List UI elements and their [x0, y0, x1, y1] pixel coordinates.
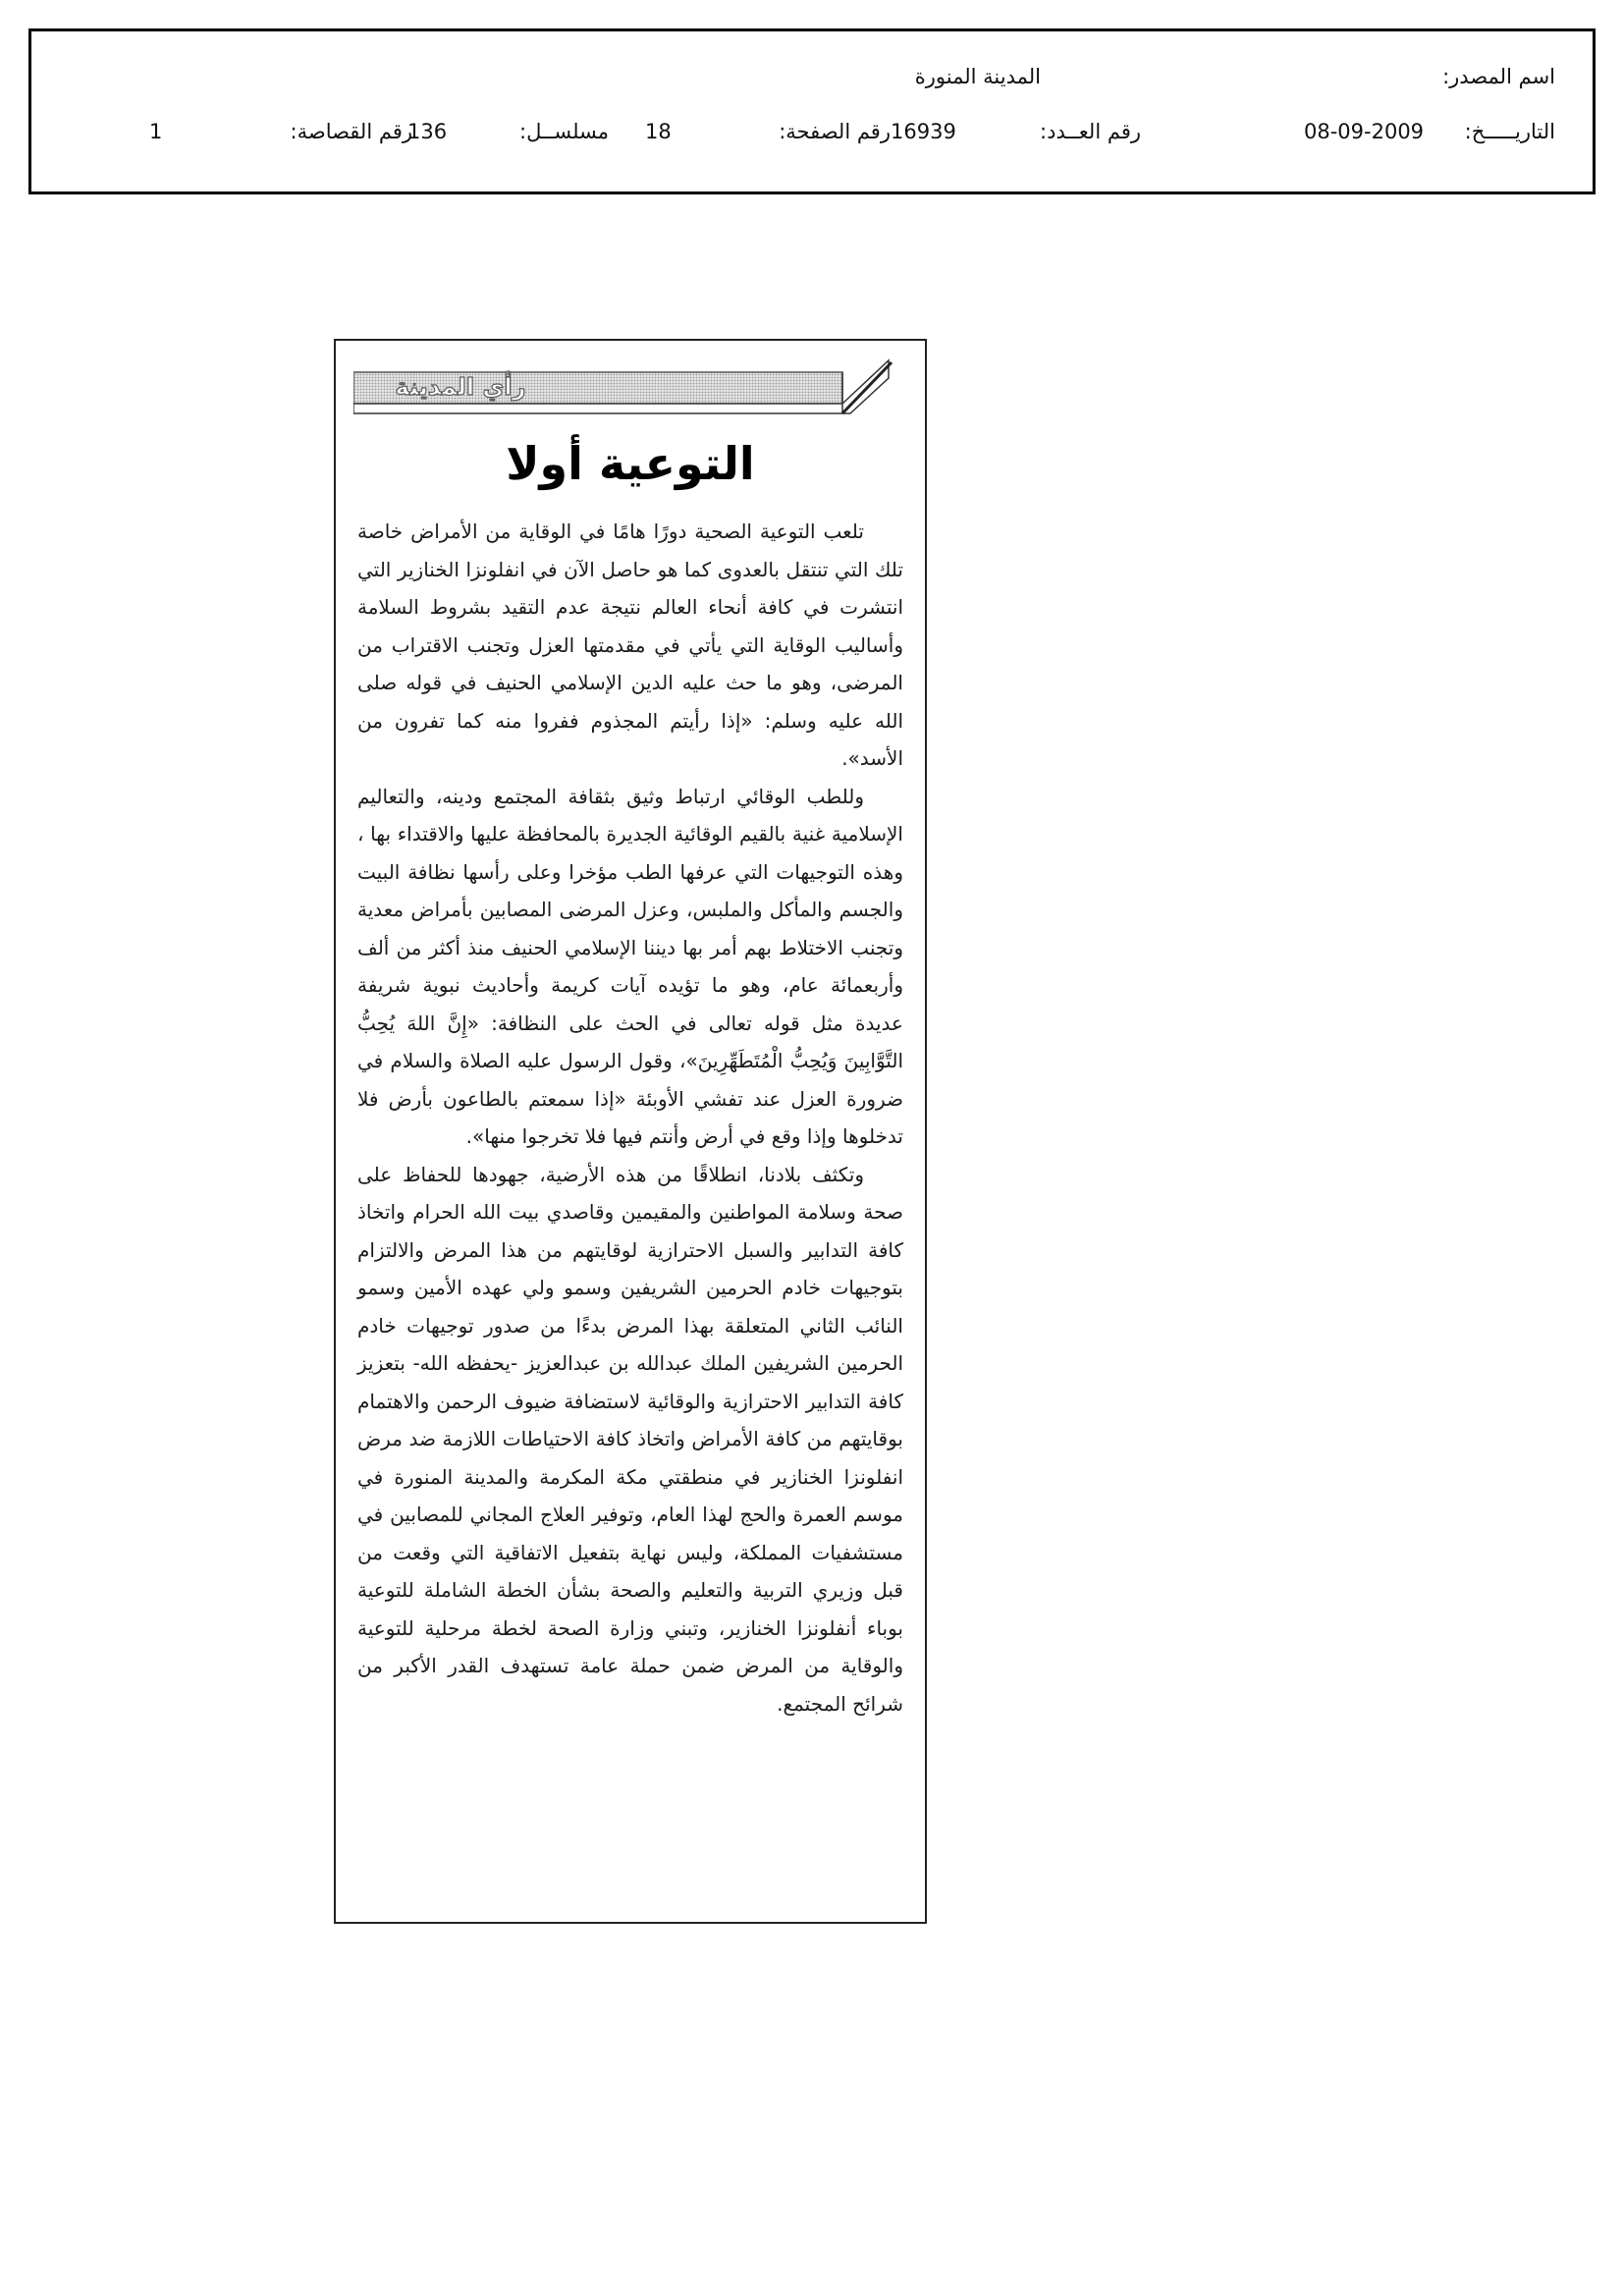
article-headline: التوعية أولا [506, 437, 755, 490]
issue-value: 16939 [891, 120, 956, 143]
column-banner [353, 358, 903, 419]
serial-value: 136 [407, 120, 448, 143]
article-paragraph-3: وتكثف بلادنا، انطلاقًا من هذه الأرضية، جهودها للحفاظ على صحة وسلامة المواطنين والمقيمين وقاصدي بيت الله الحرام واتخاذ كافة التدابير والسبل الاحترازية لوقايتهم من هذا المرض والالتزام بتوجيهات خادم الحرمين الشريفين وسمو ولي عهده الأمين وسمو النائب الثاني المتعلقة بهذا المرض بدءًا من صدور توجيهات خادم الحرمين الشريفين الملك عبدالله بن عبدالعزيز -يحفظه الله- بتعزيز كافة التدابير الاحترازية والوقائية لاستضافة ضيوف الرحمن والاهتمام بوقايتهم من كافة الأمراض واتخاذ كافة الاحتياطات اللازمة ضد مرض انفلونزا الخنازير في منطقتي مكة المكرمة والمدينة المنورة في موسم العمرة والحج لهذا العام، وتوفير العلاج المجاني للمصابين في مستشفيات المملكة، وليس نهاية بتفعيل الاتفاقية التي وقعت من قبل وزيري التربية والتعليم والصحة بشأن الخطة الشاملة للتوعية بوباء أنفلونزا الخنازير، وتبني وزارة الصحة لخطة مرحلية للتوعية والوقاية من المرض ضمن حملة عامة تستهدف القدر الأكبر من شرائح المجتمع. [357, 1162, 903, 1716]
issue-label: رقم العــدد: [1040, 120, 1141, 143]
article-paragraph-1: تلعب التوعية الصحية دورًا هامًا في الوقاية من الأمراض خاصة تلك التي تنتقل بالعدوى كما هو حاصل الآن في انفلونزا الخنازير التي انتشرت في كافة أنحاء العالم نتيجة عدم التقيد بشروط السلامة وأساليب الوقاية التي يأتي في مقدمتها العزل وتجنب الاقتراب من المرضى، وهو ما حث عليه الدين الإسلامي الحنيف في قوله صلى الله عليه وسلم: «إذا رأيتم المجذوم ففروا منه كما تفرون من الأسد». [357, 519, 903, 770]
article-paragraph-2: وللطب الوقائي ارتباط وثيق بثقافة المجتمع ودينه، والتعاليم الإسلامية غنية بالقيم الوقائية الجديرة بالمحافظة عليها والاقتداء بها ، وهذه التوجيهات التي عرفها الطب مؤخرا وعلى رأسها نظافة البيت والجسم والمأكل والملبس، وعزل المرضى المصابين بأمراض معدية وتجنب الاختلاط بهم أمر بها ديننا الإسلامي الحنيف منذ أكثر من ألف وأربعمائة عام، وهو ما تؤيده آيات كريمة وأحاديث نبوية شريفة عديدة مثل قوله تعالى في الحث على النظافة: «إِنَّ اللهَ يُحِبُّ التَّوَّابِينَ وَيُحِبُّ الْمُتَطَهِّرِينَ»، وقول الرسول عليه الصلاة والسلام في ضرورة العزل عند تفشي الأوبئة «إذا سمعتم بالطاعون بأرض فلا تدخلوها وإذا وقع في أرض وأنتم فيها فلا تخرجوا منها». [357, 784, 903, 1148]
source-metadata-box [28, 28, 1596, 194]
article-body [357, 513, 903, 1722]
source-label: اسم المصدر: [1442, 65, 1555, 88]
source-value: المدينة المنورة [914, 65, 1041, 88]
clip-label: رقم القصاصة: [290, 120, 412, 143]
serial-label: مسلســل: [519, 120, 609, 143]
newspaper-clipping [334, 339, 927, 1924]
clip-value: 1 [149, 120, 163, 143]
banner-label: رأي المدينة [395, 373, 526, 401]
date-value: 08-09-2009 [1304, 120, 1425, 143]
page-label: رقم الصفحة: [779, 120, 891, 143]
page-value: 18 [645, 120, 672, 143]
date-label: التاريـــــخ: [1464, 120, 1555, 143]
